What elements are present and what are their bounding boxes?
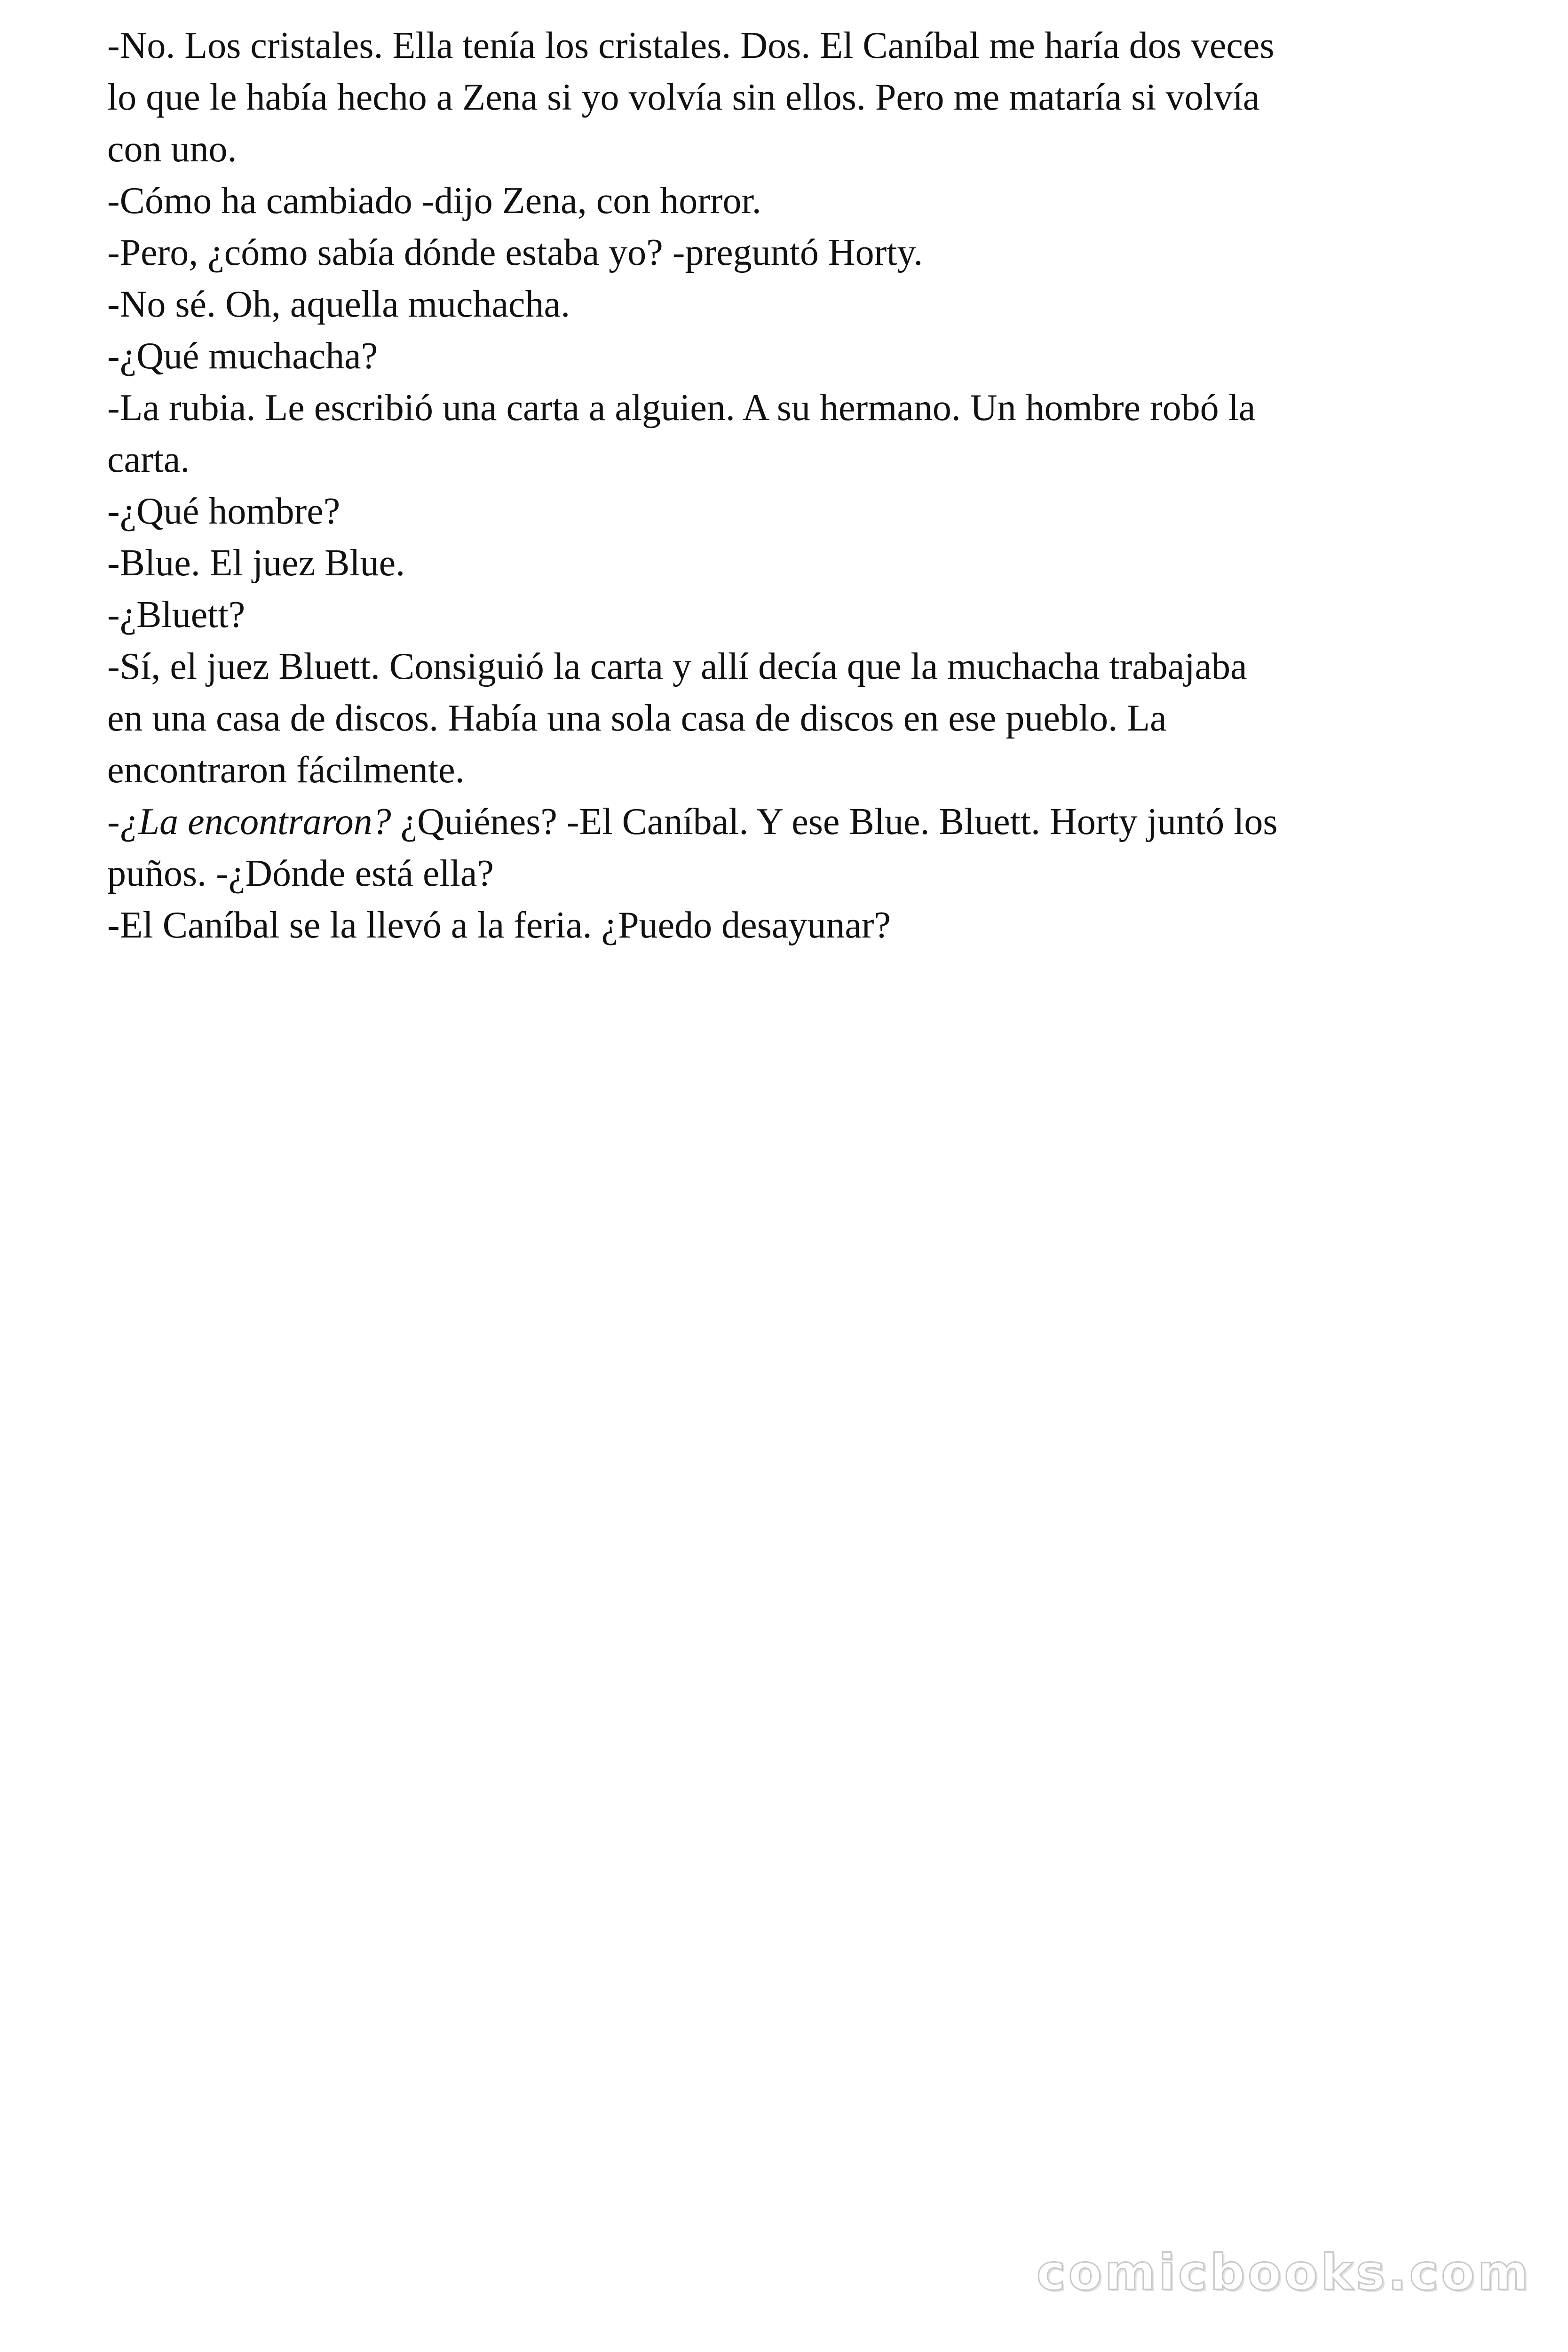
text-line: encontraron fácilmente.	[107, 749, 465, 791]
text-lead: -	[107, 801, 120, 842]
text-line: -¿Qué hombre?	[107, 491, 341, 532]
body-text	[107, 20, 1471, 951]
text-line: -El Caníbal se la llevó a la feria. ¿Puedo desayunar?	[107, 905, 891, 946]
text-rest: ¿Quiénes? -El Caníbal. Y ese Blue. Bluett. Horty juntó los	[391, 801, 1278, 842]
italic-text: ¿La encontraron?	[119, 801, 391, 842]
text-line: -Sí, el juez Bluett. Consiguió la carta y allí decía que la muchacha trabajaba	[107, 646, 1247, 687]
text-line: puños. -¿Dónde está ella?	[107, 853, 494, 894]
text-line: -No. Los cristales. Ella tenía los cristales. Dos. El Caníbal me haría dos veces	[107, 25, 1275, 66]
text-line: carta.	[107, 439, 190, 480]
text-line: -No sé. Oh, aquella muchacha.	[107, 284, 570, 325]
text-line: -Blue. El juez Blue.	[107, 542, 405, 584]
text-line: -La rubia. Le escribió una carta a alguien. A su hermano. Un hombre robó la	[107, 387, 1256, 429]
text-line-mixed	[107, 796, 1471, 848]
text-line: -¿Qué muchacha?	[107, 335, 378, 377]
text-line: con uno.	[107, 128, 237, 170]
watermark: comicbooks.com	[1036, 2244, 1531, 2301]
text-line: -Cómo ha cambiado -dijo Zena, con horror.	[107, 180, 761, 222]
text-line: -¿Bluett?	[107, 594, 245, 636]
text-line: -Pero, ¿cómo sabía dónde estaba yo? -preguntó Horty.	[107, 232, 923, 273]
text-line: lo que le había hecho a Zena si yo volvía sin ellos. Pero me mataría si volvía	[107, 77, 1260, 118]
text-line: en una casa de discos. Había una sola casa de discos en ese pueblo. La	[107, 698, 1167, 739]
